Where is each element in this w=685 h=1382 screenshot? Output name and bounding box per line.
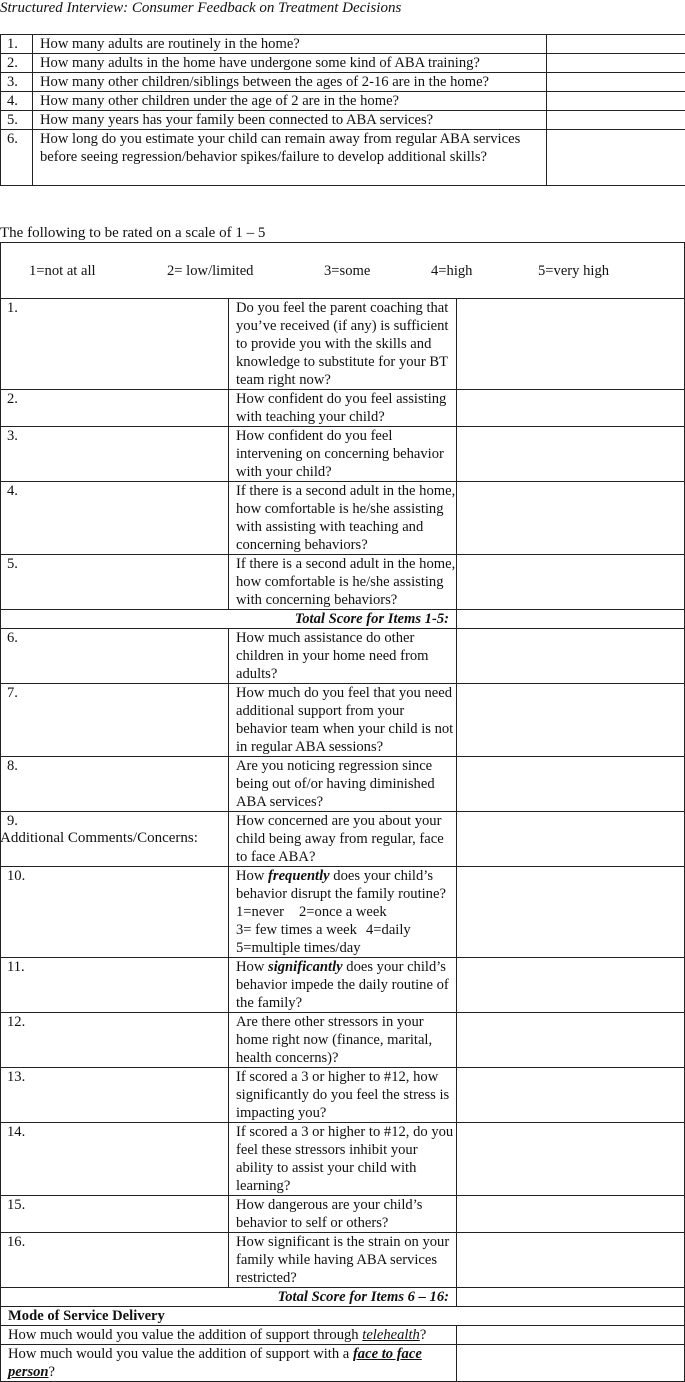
scale-legend — [1, 243, 685, 299]
answer-cell[interactable] — [547, 73, 685, 92]
rating-cell[interactable] — [457, 1013, 685, 1068]
question-text: Do you feel the parent coaching that you’ve received (if any) is sufficient to provide you with the skills and knowledge to substitute for your BT team right now? — [229, 299, 457, 390]
question-number: 12. — [1, 1013, 229, 1068]
question-number: 10. — [1, 867, 229, 958]
additional-comments-label: Additional Comments/Concerns: — [0, 829, 198, 847]
table-row — [1, 958, 685, 1013]
table-row — [1, 427, 685, 482]
rating-cell[interactable] — [457, 1196, 685, 1233]
question-text: How much assistance do other children in your home need from adults? — [229, 629, 457, 684]
frequency-label-5: 5=multiple times/day — [236, 939, 361, 957]
table-row — [1, 1013, 685, 1068]
question-number: 3. — [1, 73, 33, 92]
question-text-post: ? — [49, 1364, 55, 1380]
rating-cell[interactable] — [457, 1068, 685, 1123]
answer-cell[interactable] — [547, 130, 685, 186]
table-row — [1, 390, 685, 427]
mode-of-service-heading: Mode of Service Delivery — [1, 1307, 685, 1326]
rating-cell[interactable] — [457, 1233, 685, 1288]
question-number: 5. — [1, 555, 229, 610]
question-number: 8. — [1, 757, 229, 812]
scale-label-2: 2= low/limited — [167, 262, 253, 280]
table-row — [1, 867, 685, 958]
emphasis-significantly: significantly — [268, 959, 343, 975]
answer-cell[interactable] — [547, 92, 685, 111]
question-text-pre: How — [236, 959, 268, 975]
question-text: How much do you feel that you need additional support from your behavior team when your child is not in regular ABA sessions? — [229, 684, 457, 757]
table-row — [1, 73, 685, 92]
emphasis-telehealth: telehealth — [362, 1327, 420, 1343]
rating-cell[interactable] — [457, 757, 685, 812]
section-heading-row — [1, 1307, 685, 1326]
rating-cell[interactable] — [457, 867, 685, 958]
question-text-post: does your child’s behavior disrupt the family routine? — [236, 868, 446, 902]
total-score-cell[interactable] — [457, 1288, 685, 1307]
total-row — [1, 610, 685, 629]
question-text-pre: How much would you value the addition of support with a — [8, 1346, 353, 1362]
question-text: How significant is the strain on your family while having ABA services restricted? — [229, 1233, 457, 1288]
total-row — [1, 1288, 685, 1307]
rating-scale-intro: The following to be rated on a scale of 1 – 5 — [0, 224, 265, 242]
question-text: How many other children/siblings between the ages of 2-16 are in the home? — [33, 73, 547, 92]
scale-label-4: 4=high — [431, 262, 472, 280]
emphasis-face-to-face: face to face person — [8, 1346, 422, 1380]
question-number: 16. — [1, 1233, 229, 1288]
scale-legend-row — [1, 243, 685, 299]
question-number: 15. — [1, 1196, 229, 1233]
rating-cell[interactable] — [457, 299, 685, 390]
table-row — [1, 130, 685, 186]
question-text — [229, 958, 457, 1013]
frequency-label-1: 1=never — [236, 903, 299, 921]
table-row — [1, 684, 685, 757]
table-row — [1, 757, 685, 812]
rating-questions-table — [0, 242, 685, 1382]
question-number: 6. — [1, 130, 33, 186]
question-number: 14. — [1, 1123, 229, 1196]
question-number: 7. — [1, 684, 229, 757]
scale-label-5: 5=very high — [538, 262, 609, 280]
question-text-post: does your child’s behavior impede the daily routine of the family? — [236, 959, 449, 1011]
rating-cell[interactable] — [457, 427, 685, 482]
question-number: 1. — [1, 299, 229, 390]
question-text: How many years has your family been connected to ABA services? — [33, 111, 547, 130]
question-number: 9. — [1, 812, 229, 867]
question-text: How confident do you feel intervening on concerning behavior with your child? — [229, 427, 457, 482]
answer-cell[interactable] — [547, 54, 685, 73]
question-text: Are there other stressors in your home right now (finance, marital, health concerns)? — [229, 1013, 457, 1068]
total-score-cell[interactable] — [457, 610, 685, 629]
question-text: How long do you estimate your child can remain away from regular ABA services before seeing regression/behavior spikes/failure to develop additional skills? — [33, 130, 547, 186]
rating-cell[interactable] — [457, 482, 685, 555]
question-number: 13. — [1, 1068, 229, 1123]
table-row — [1, 111, 685, 130]
answer-cell[interactable] — [547, 35, 685, 54]
frequency-label-3: 3= few times a week — [236, 921, 366, 939]
question-number: 2. — [1, 54, 33, 73]
rating-cell[interactable] — [457, 1123, 685, 1196]
question-text-pre: How — [236, 868, 268, 884]
question-text: How many adults are routinely in the home? — [33, 35, 547, 54]
frequency-label-2: 2=once a week — [299, 903, 399, 921]
question-number: 1. — [1, 35, 33, 54]
question-text: Are you noticing regression since being out of/or having diminished ABA services? — [229, 757, 457, 812]
table-row — [1, 629, 685, 684]
question-text — [1, 1326, 457, 1345]
rating-cell[interactable] — [457, 629, 685, 684]
total-score-label: Total Score for Items 1-5: — [1, 610, 457, 629]
question-text: How concerned are you about your child being away from regular, face to face ABA? — [229, 812, 457, 867]
scale-label-3: 3=some — [324, 262, 370, 280]
table-row — [1, 35, 685, 54]
rating-cell[interactable] — [457, 958, 685, 1013]
question-number: 5. — [1, 111, 33, 130]
rating-cell[interactable] — [457, 1326, 685, 1345]
table-row — [1, 555, 685, 610]
scale-label-1: 1=not at all — [29, 262, 96, 280]
total-score-label: Total Score for Items 6 – 16: — [1, 1288, 457, 1307]
question-number: 2. — [1, 390, 229, 427]
table-row — [1, 1196, 685, 1233]
emphasis-frequently: frequently — [268, 868, 330, 884]
question-text: If there is a second adult in the home, how comfortable is he/she assisting with concerning behaviors? — [229, 555, 457, 610]
question-text — [1, 1345, 457, 1382]
question-text: How confident do you feel assisting with teaching your child? — [229, 390, 457, 427]
question-text: If there is a second adult in the home, how comfortable is he/she assisting with assisting with teaching and concerning behaviors? — [229, 482, 457, 555]
rating-cell[interactable] — [457, 1345, 685, 1382]
question-number: 3. — [1, 427, 229, 482]
table-row — [1, 1345, 685, 1382]
question-text: If scored a 3 or higher to #12, do you feel these stressors inhibit your ability to assist your child with learning? — [229, 1123, 457, 1196]
rating-cell[interactable] — [457, 390, 685, 427]
frequency-label-4: 4=daily — [366, 921, 432, 939]
answer-cell[interactable] — [547, 111, 685, 130]
rating-cell[interactable] — [457, 812, 685, 867]
table-row — [1, 1068, 685, 1123]
question-number: 4. — [1, 92, 33, 111]
question-number: 4. — [1, 482, 229, 555]
table-row — [1, 92, 685, 111]
table-row — [1, 482, 685, 555]
question-text: How many adults in the home have undergone some kind of ABA training? — [33, 54, 547, 73]
question-text-post: ? — [420, 1327, 426, 1343]
rating-cell[interactable] — [457, 555, 685, 610]
rating-cell[interactable] — [457, 684, 685, 757]
frequency-scale — [236, 904, 432, 956]
table-row — [1, 1123, 685, 1196]
question-text — [229, 867, 457, 958]
table-row — [1, 299, 685, 390]
background-questions-table — [0, 34, 685, 186]
table-row — [1, 54, 685, 73]
table-row — [1, 1233, 685, 1288]
document-title: Structured Interview: Consumer Feedback on Treatment Decisions — [0, 0, 401, 17]
question-text: How many other children under the age of 2 are in the home? — [33, 92, 547, 111]
question-text-pre: How much would you value the addition of support through — [8, 1327, 362, 1343]
question-text: How dangerous are your child’s behavior to self or others? — [229, 1196, 457, 1233]
question-text: If scored a 3 or higher to #12, how significantly do you feel the stress is impacting you? — [229, 1068, 457, 1123]
table-row — [1, 1326, 685, 1345]
question-number: 11. — [1, 958, 229, 1013]
question-number: 6. — [1, 629, 229, 684]
